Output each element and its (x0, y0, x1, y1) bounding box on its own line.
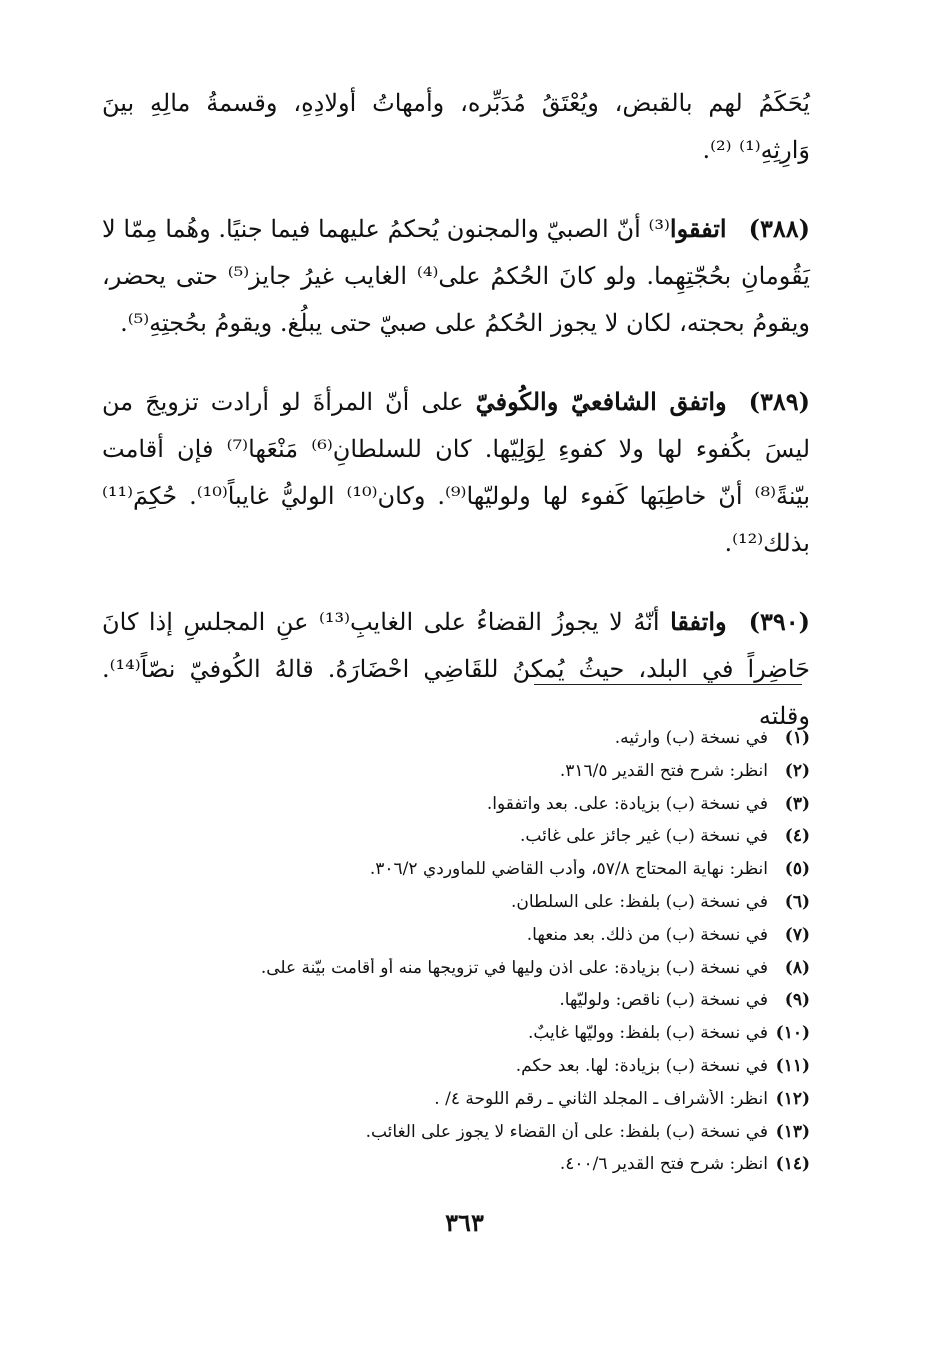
footnote (200, 761, 810, 794)
paragraph-388: (٣٨٨)اتفقوا⁽³⁾ أنّ الصبيّ والمجنون يُحكمُ عليهما فيما جنيًا. وهُما مِمّا لا يَقُومانِ بحُجّتِهِما. ولو كانَ الحُكمُ على⁽⁴⁾ الغايب غيرُ جايز⁽⁵⁾ حتى يحضر، ويقومُ بحجته، لكان لا يجوز الحُكمُ على صبيّ حتى يبلُغ. ويقومُ بحُجتِهِ⁽⁵⁾. (102, 214, 810, 337)
footnote-number: (١١) (775, 1055, 810, 1076)
footnote-number: (٧) (784, 924, 810, 945)
footnote (200, 925, 810, 958)
footnote-number: (١٢) (775, 1088, 810, 1109)
footnote-text: في نسخة (ب) وارثيه. (614, 728, 768, 748)
footnote-text: في نسخة (ب) بزيادة: على اذن وليها في تزويجها منه أو أقامت بيّنة على. (260, 957, 768, 978)
footnote (200, 958, 810, 991)
footnote (200, 1154, 810, 1187)
footnote-refs: ⁽¹⁾ ⁽²⁾ (710, 136, 761, 164)
paragraph-text: ⁽³⁾ أنّ الصبيّ والمجنون يُحكمُ عليهما فيما جنيًا. وهُما مِمّا لا يَقُومانِ بحُجّتِهِما. ولو كانَ الحُكمُ على⁽⁴⁾ الغايب غيرُ جايز⁽⁵⁾ حتى يحضر، ويقومُ بحجته، لكان لا يجوز الحُكمُ على صبيّ حتى يبلُغ. ويقومُ بحُجتِهِ (102, 215, 810, 337)
footnote-refs: ⁽⁵⁾ (127, 309, 150, 337)
footnote-text: في نسخة (ب) ناقص: ولوليّها. (559, 990, 768, 1011)
footnotes-list (200, 728, 810, 1187)
footnote-number: (٣) (784, 793, 810, 814)
footnote-text: في نسخة (ب) من ذلك. بعد منعها. (526, 924, 768, 945)
footnote (200, 728, 810, 761)
footnote-number: (٨) (784, 957, 810, 978)
paragraph-lead: اتفقوا (669, 214, 727, 243)
paragraph-continuation: يُحَكَمُ لهم بالقبض، ويُعْتَقُ مُدَبِّره، وأمهاتُ أولادِهِ، وقسمةُ مالِهِ بينَ وَارِثِهِ⁽¹⁾ ⁽²⁾. (102, 89, 810, 164)
footnote-number: (٢) (784, 760, 810, 781)
paragraph-390 (102, 598, 810, 740)
footnote-text: في نسخة (ب) بلفظ: على السلطان. (510, 891, 768, 912)
footnote-text: انظر: شرح فتح القدير ٣١٦/٥. (559, 760, 768, 781)
footnote-number: (٦) (784, 891, 810, 912)
footnote (200, 859, 810, 892)
footnote-number: (١) (784, 728, 810, 748)
footnote (200, 826, 810, 859)
footnote (200, 1023, 810, 1056)
footnote-text: في نسخة (ب) غير جائز على غائب. (519, 826, 768, 847)
footnote-number: (٩) (784, 990, 810, 1011)
footnote-text: في نسخة (ب) بلفظ: ووليّها غايبٌ. (527, 1023, 768, 1044)
footnote-text: انظر: الأشراف ـ المجلد الثاني ـ رقم اللوحة ٤/ . (434, 1088, 768, 1109)
footnote-text: انظر: شرح فتح القدير ٤٠٠/٦. (559, 1154, 768, 1175)
paragraph-lead: واتفقا (670, 607, 727, 636)
footnote (200, 1089, 810, 1122)
footnote-text: في نسخة (ب) بزيادة: على. بعد واتفقوا. (486, 793, 768, 814)
footnote-text: في نسخة (ب) بزيادة: لها. بعد حكم. (515, 1055, 768, 1076)
footnote (200, 1122, 810, 1155)
page-number: ٣٦٣ (445, 1208, 484, 1237)
paragraph-number: (٣٨٩) (748, 387, 810, 416)
footnote (200, 1056, 810, 1089)
footnote-number: (١٠) (775, 1023, 810, 1044)
paragraph-text: على أنّ المرأةَ لو أرادت تزويجَ من ليسَ بكُفوء لها ولا كفوءِ لِوَلِيّها. كان للسلطانِ⁽⁶⁾ مَنْعَها⁽⁷⁾ فإن أقامت بيّنةً⁽⁸⁾ أنّ خاطِبَها كَفوء لها ولوليّها⁽⁹⁾. وكان⁽¹⁰⁾ الوليُّ غايباً⁽¹⁰⁾. حُكِمَ⁽¹¹⁾ بذلك (102, 388, 811, 557)
footnote-number: (١٤) (775, 1154, 810, 1175)
paragraph-lead: واتفق الشافعيّ والكُوفيّ (475, 387, 727, 416)
paragraph-389: (٣٨٩)واتفق الشافعيّ والكُوفيّ على أنّ المرأةَ لو أرادت تزويجَ من ليسَ بكُفوء لها ولا كفوءِ لِوَلِيّها. كان للسلطانِ⁽⁶⁾ مَنْعَها⁽⁷⁾ فإن أقامت بيّنةً⁽⁸⁾ أنّ خاطِبَها كَفوء لها ولوليّها⁽⁹⁾. وكان⁽¹⁰⁾ الوليُّ غايباً⁽¹⁰⁾. حُكِمَ⁽¹¹⁾ بذلك⁽¹²⁾. (102, 387, 811, 557)
paragraph-text: أنّهُ لا يجوزُ القضاءُ على الغايبِ⁽¹³⁾ عنِ المجلسِ إذا كانَ حَاضِراً في البلد، حيثُ يُمكنُ للقَاضِي احْضَارَهُ. قالهُ الكُوفيّ نصّاً⁽¹⁴⁾. وقلته (102, 608, 810, 730)
footnote-text: انظر: نهاية المحتاج ٥٧/٨، وأدب القاضي للماوردي ٣٠٦/٢. (369, 859, 768, 880)
footnote-divider (534, 684, 802, 685)
footnote-number: (٥) (784, 859, 810, 880)
footnote (200, 794, 810, 827)
footnote (200, 990, 810, 1023)
paragraph-number: (٣٨٨) (748, 214, 810, 243)
footnote-number: (٤) (784, 826, 810, 847)
paragraph-number: (٣٩٠) (748, 607, 810, 636)
footnote (200, 892, 810, 925)
paragraph-text: يُحَكَمُ لهم بالقبض، ويُعْتَقُ مُدَبِّره، وأمهاتُ أولادِهِ، وقسمةُ مالِهِ بينَ وَارِثِهِ (102, 89, 810, 164)
footnote-number: (١٣) (775, 1121, 810, 1142)
footnote-text: في نسخة (ب) بلفظ: على أن القضاء لا يجوز على الغائب. (365, 1121, 768, 1142)
footnote-refs: ⁽¹²⁾ (732, 529, 764, 557)
main-text (102, 80, 810, 771)
